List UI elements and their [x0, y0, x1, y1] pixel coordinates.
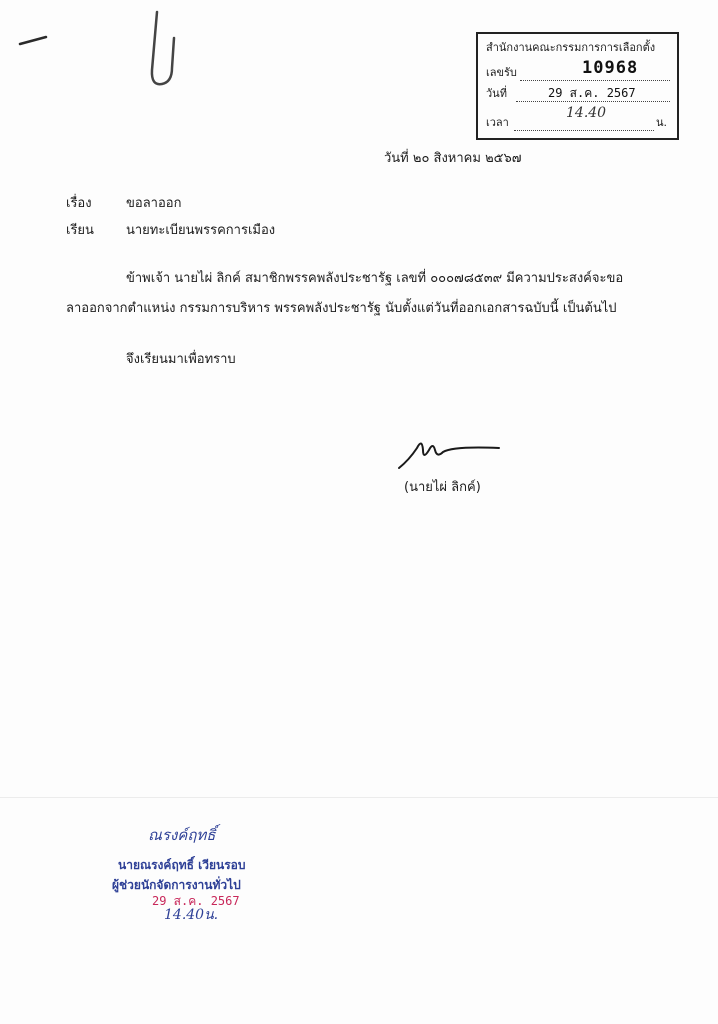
subject-text: ขอลาออก — [126, 196, 182, 211]
to-text: นายทะเบียนพรรคการเมือง — [126, 223, 276, 238]
body-line-1: ข้าพเจ้า นายไผ่ ลิกค์ สมาชิกพรรคพลังประชารัฐ เลขที่ ๐๐๐๗๘๕๓๙ มีความประสงค์จะขอ — [126, 271, 624, 286]
stamp-office: สำนักงานคณะกรรมการการเลือกตั้ง — [486, 41, 656, 54]
stamp-time-label: เวลา — [486, 116, 509, 129]
receipt-stamp — [476, 32, 679, 140]
closing-text: จึงเรียนมาเพื่อทราบ — [126, 352, 236, 367]
officer-handwritten-name: ณรงค์ฤทธิ์ — [148, 826, 216, 844]
to-label: เรียน — [66, 223, 94, 238]
officer-date: 29 ส.ค. 2567 — [152, 894, 240, 908]
subject-label: เรื่อง — [66, 196, 92, 211]
stamp-date-label: วันที่ — [486, 87, 507, 100]
pen-marks — [0, 0, 200, 100]
stamp-time-value: 14.40 — [566, 105, 607, 121]
stamp-date-value: 29 ส.ค. 2567 — [548, 86, 636, 100]
officer-time: 14.40น. — [164, 907, 219, 923]
letter-date: วันที่ ๒๐ สิงหาคม ๒๕๖๗ — [384, 151, 522, 166]
body-line-2: ลาออกจากตำแหน่ง กรรมการบริหาร พรรคพลังประชารัฐ นับตั้งแต่วันที่ออกเอกสารฉบับนี้ เป็นต้นไป — [66, 301, 617, 316]
stamp-receipt-label: เลขรับ — [486, 66, 517, 79]
stamp-time-unit: น. — [656, 116, 668, 129]
signer-name: (นายไผ่ ลิกค์) — [404, 480, 481, 495]
fold-line — [0, 797, 718, 798]
stamp-receipt-number: 10968 — [582, 58, 639, 78]
officer-position: ผู้ช่วยนักจัดการงานทั่วไป — [112, 878, 241, 892]
signature — [395, 428, 505, 478]
officer-name: นายณรงค์ฤทธิ์ เวียนรอบ — [118, 858, 246, 872]
